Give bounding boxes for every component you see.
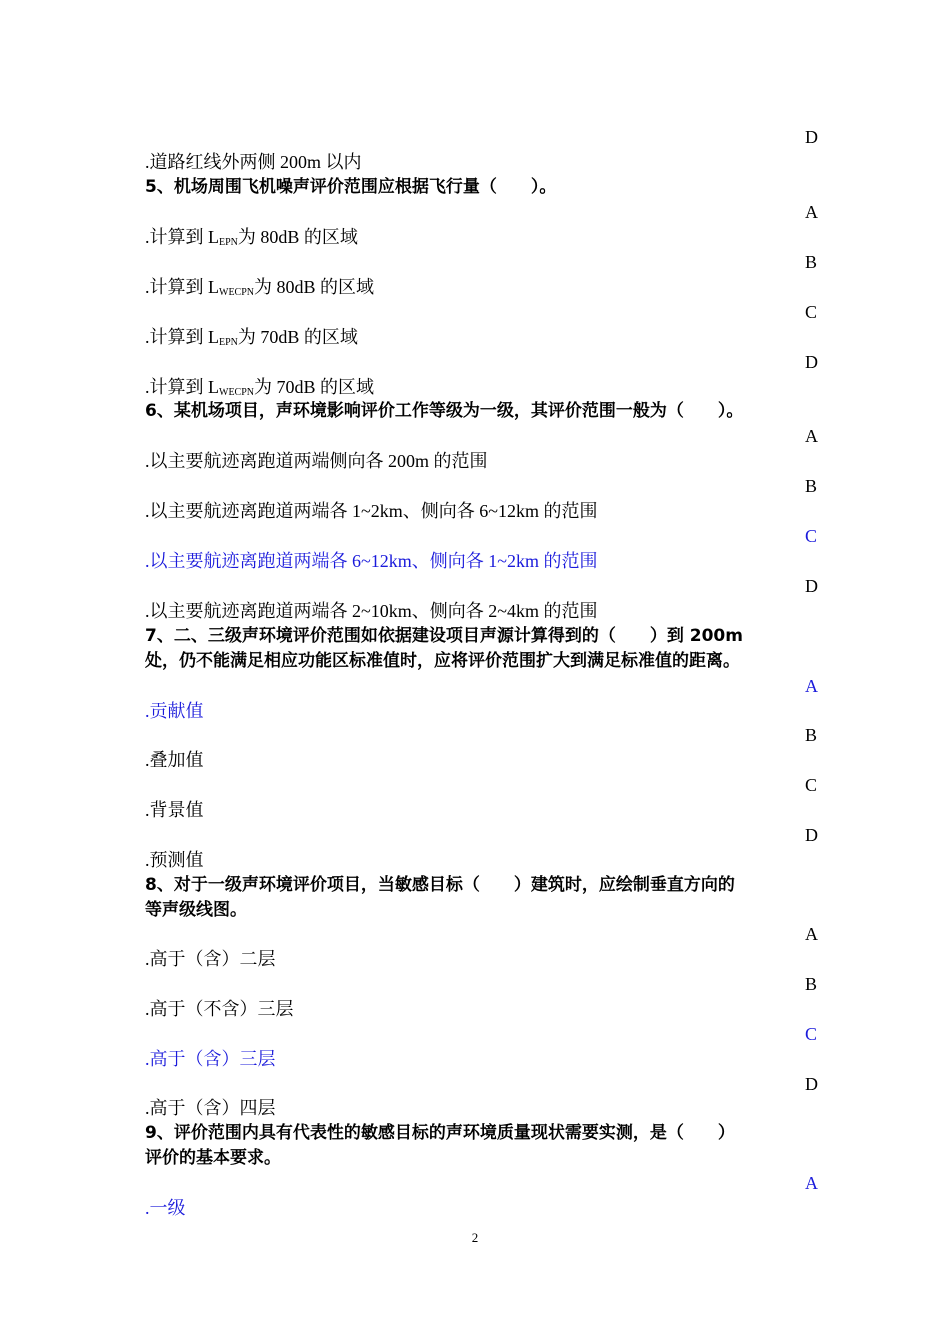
option-letter: D bbox=[805, 127, 818, 147]
option-letter: C bbox=[805, 302, 818, 322]
q8-option-c-answer: .高于（含）三层 bbox=[145, 1049, 276, 1069]
option-letter: A bbox=[805, 426, 818, 446]
option-letter: B bbox=[805, 725, 818, 745]
q6-option-a: .以主要航迹离跑道两端侧向各 200m 的范围 bbox=[145, 451, 488, 471]
option-letter: A bbox=[805, 924, 818, 944]
answer-letter: A bbox=[805, 1173, 818, 1193]
q8-option-b: .高于（不含）三层 bbox=[145, 999, 294, 1019]
question-8-line2: 等声级线图。 bbox=[145, 900, 247, 920]
q7-option-a-answer: .贡献值 bbox=[145, 701, 204, 721]
answer-letter: A bbox=[805, 676, 818, 696]
page-number: 2 bbox=[471, 1230, 479, 1245]
question-7-line2: 处，仍不能满足相应功能区标准值时，应将评价范围扩大到满足标准值的距离。 bbox=[145, 651, 740, 671]
q5-option-d: .计算到 $L_{WECPN}$为 70dB 的区域 bbox=[145, 377, 375, 398]
answer-letter: C bbox=[805, 526, 818, 546]
q6-option-b: .以主要航迹离跑道两端各 1~2km、侧向各 6~12km 的范围 bbox=[145, 501, 598, 521]
q7-option-d: .预测值 bbox=[145, 850, 204, 870]
q8-option-d: .高于（含）四层 bbox=[145, 1098, 276, 1118]
option-letter: B bbox=[805, 252, 818, 272]
question-5: 5、机场周围飞机噪声评价范围应根据飞行量（ ）。 bbox=[145, 177, 557, 197]
option-letter: C bbox=[805, 775, 818, 795]
question-8: 8、对于一级声环境评价项目，当敏感目标（ ）建筑时，应绘制垂直方向的 bbox=[145, 875, 735, 895]
q6-option-d: .以主要航迹离跑道两端各 2~10km、侧向各 2~4km 的范围 bbox=[145, 601, 598, 621]
option-letter: D bbox=[805, 352, 818, 372]
answer-letter: C bbox=[805, 1024, 818, 1044]
option-letter: D bbox=[805, 825, 818, 845]
q7-option-b: .叠加值 bbox=[145, 750, 204, 770]
option-letter: B bbox=[805, 476, 818, 496]
q6-option-c-answer: .以主要航迹离跑道两端各 6~12km、侧向各 1~2km 的范围 bbox=[145, 551, 598, 571]
q5-option-b: .计算到 $L_{WECPN}$为 80dB 的区域 bbox=[145, 277, 375, 298]
q8-option-a: .高于（含）二层 bbox=[145, 949, 276, 969]
question-9: 9、评价范围内具有代表性的敏感目标的声环境质量现状需要实测，是（ ） bbox=[145, 1123, 735, 1143]
question-7: 7、二、三级声环境评价范围如依据建设项目声源计算得到的（ ）到 200m bbox=[145, 626, 743, 646]
question-6: 6、某机场项目，声环境影响评价工作等级为一级，其评价范围一般为（ ）。 bbox=[145, 401, 744, 421]
option-letter: D bbox=[805, 1074, 818, 1094]
option-letter: B bbox=[805, 974, 818, 994]
option-letter: D bbox=[805, 576, 818, 596]
option-letter: A bbox=[805, 202, 818, 222]
option-text: .道路红线外两侧 200m 以内 bbox=[145, 152, 362, 172]
q5-option-c: .计算到 $L_{EPN}$为 70dB 的区域 bbox=[145, 327, 358, 348]
q5-option-a: .计算到 $L_{EPN}$为 80dB 的区域 bbox=[145, 227, 358, 248]
q7-option-c: .背景值 bbox=[145, 800, 204, 820]
q9-option-a-answer: .一级 bbox=[145, 1198, 186, 1218]
question-9-line2: 评价的基本要求。 bbox=[145, 1148, 281, 1168]
